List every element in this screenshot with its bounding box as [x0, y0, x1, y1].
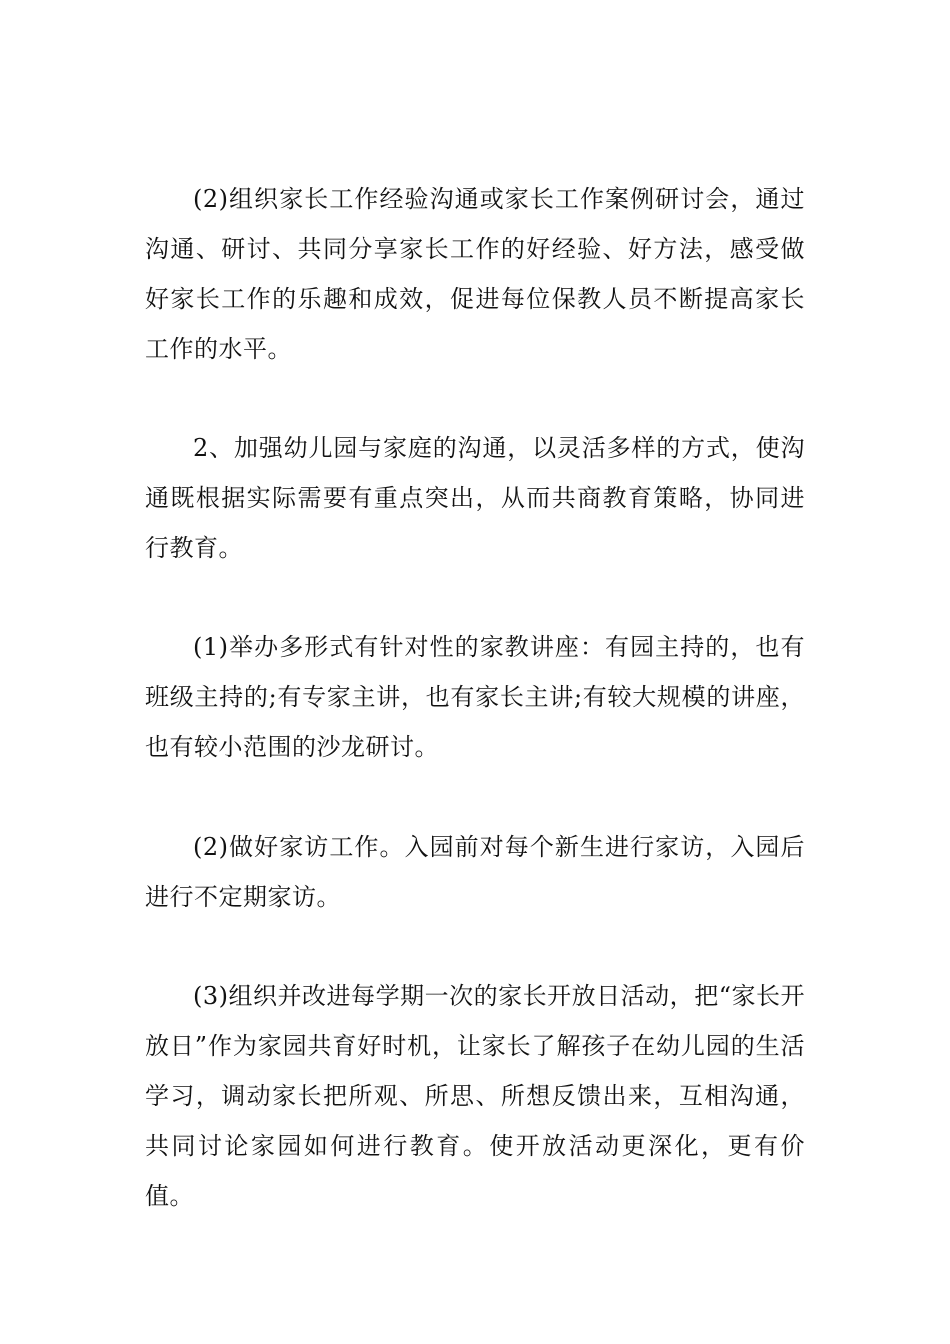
- paragraph-parent-seminar: (2)组织家长工作经验沟通或家长工作案例研讨会，通过沟通、研讨、共同分享家长工作的好经验、好方法，感受做好家长工作的乐趣和成效，促进每位保教人员不断提高家长工作的水平。: [145, 185, 805, 363]
- paragraph-home-visits: (2)做好家访工作。入园前对每个新生进行家访，入园后进行不定期家访。: [145, 833, 805, 911]
- paragraph-home-communication: 2、加强幼儿园与家庭的沟通，以灵活多样的方式，使沟通既根据实际需要有重点突出，从而共商教育策略，协同进行教育。: [145, 434, 805, 562]
- paragraph-open-day: (3)组织并改进每学期一次的家长开放日活动，把“家长开放日”作为家园共育好时机，让家长了解孩子在幼儿园的生活学习，调动家长把所观、所思、所想反馈出来，互相沟通，共同讨论家园如何进行教育。使开放活动更深化，更有价值。: [145, 982, 805, 1210]
- paragraph-parenting-lectures: (1)举办多形式有针对性的家教讲座：有园主持的，也有班级主持的;有专家主讲，也有家长主讲;有较大规模的讲座，也有较小范围的沙龙研讨。: [145, 633, 805, 761]
